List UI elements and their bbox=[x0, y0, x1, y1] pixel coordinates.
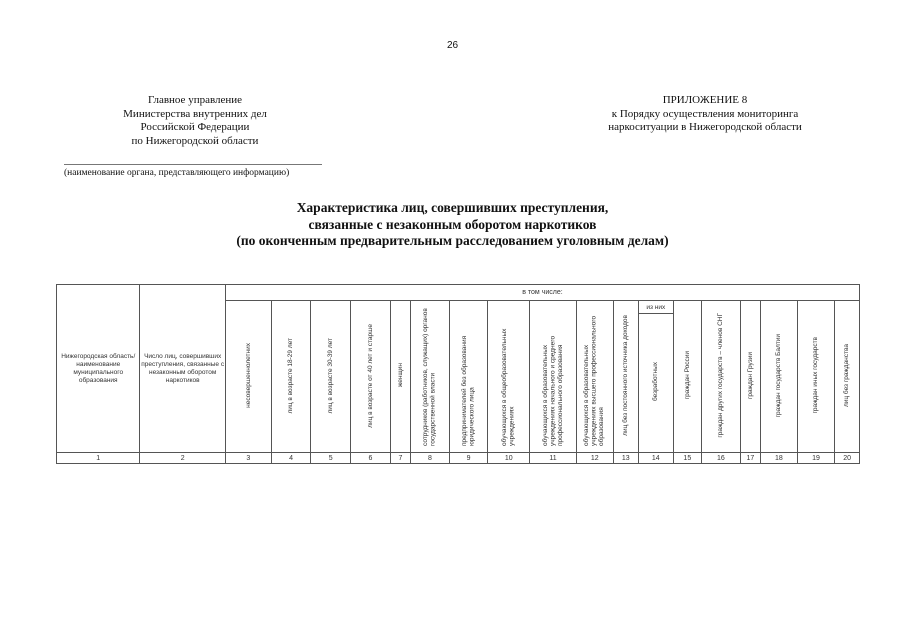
column-number: 4 bbox=[271, 453, 311, 464]
authority-line-2: Министерства внутренних дел bbox=[123, 107, 267, 120]
column-number: 8 bbox=[411, 453, 450, 464]
appendix-line-1: ПРИЛОЖЕНИЕ 8 bbox=[662, 94, 748, 106]
column-number: 2 bbox=[140, 453, 225, 464]
column-number: 6 bbox=[351, 453, 391, 464]
authority-line-4: по Нижегородской области bbox=[131, 134, 259, 147]
signature-caption: (наименование органа, представляющего информацию) bbox=[64, 168, 290, 178]
col-header-17: граждан Грузии bbox=[740, 301, 760, 453]
column-number-row bbox=[57, 453, 860, 464]
authority-line-1: Главное управление bbox=[147, 94, 243, 106]
title-line-2: связанные с незаконным оборотом наркотиков bbox=[308, 216, 597, 232]
column-number: 19 bbox=[797, 453, 835, 464]
page-number: 26 bbox=[446, 40, 459, 51]
column-number: 1 bbox=[57, 453, 140, 464]
column-number: 7 bbox=[390, 453, 410, 464]
column-number: 13 bbox=[613, 453, 638, 464]
column-number: 15 bbox=[673, 453, 701, 464]
column-number: 18 bbox=[761, 453, 798, 464]
col-header-18: граждан государств Балтии bbox=[761, 301, 798, 453]
document-title bbox=[0, 200, 905, 250]
column-number: 3 bbox=[225, 453, 271, 464]
col-header-9: предпринимателей без образования юридического лица bbox=[449, 301, 488, 453]
column-number: 20 bbox=[835, 453, 860, 464]
col-header-total-persons: Число лиц, совершивших преступления, связанные с незаконным оборотом наркотиков bbox=[140, 285, 225, 453]
column-number: 10 bbox=[488, 453, 530, 464]
column-number: 16 bbox=[702, 453, 741, 464]
col-header-13: лиц без постоянного источника доходов bbox=[613, 301, 638, 453]
appendix-line-2: к Порядку осуществления мониторинга bbox=[611, 107, 799, 120]
column-number: 11 bbox=[530, 453, 577, 464]
col-header-6: лиц в возрасте от 40 лет и старше bbox=[351, 301, 391, 453]
issuing-authority-block bbox=[95, 94, 295, 148]
col-header-7: женщин bbox=[390, 301, 410, 453]
col-header-20: лиц без гражданства bbox=[835, 301, 860, 453]
statistics-table bbox=[56, 284, 860, 464]
col-header-19: граждан иных государств bbox=[797, 301, 835, 453]
column-number: 9 bbox=[449, 453, 488, 464]
authority-line-3: Российской Федерации bbox=[140, 121, 250, 133]
subgroup-header-of-them: из них bbox=[638, 301, 673, 314]
col-header-3: несовершеннолетних bbox=[225, 301, 271, 453]
title-line-1: Характеристика лиц, совершивших преступления, bbox=[296, 200, 609, 215]
col-header-12: обучающихся в образовательных учреждениях высшего профессионального образования bbox=[576, 301, 613, 453]
col-header-14: безработных bbox=[638, 314, 673, 453]
signature-line bbox=[64, 164, 322, 165]
group-header-including: в том числе: bbox=[225, 285, 859, 301]
column-number: 5 bbox=[311, 453, 351, 464]
col-header-10: обучающихся в общеобразовательных учреждениях bbox=[488, 301, 530, 453]
col-header-8: сотрудников (работников, служащих) органов государственной власти bbox=[411, 301, 450, 453]
column-number: 14 bbox=[638, 453, 673, 464]
title-line-3: (по оконченным предварительным расследованием уголовным делам) bbox=[236, 233, 669, 248]
col-header-municipality: Нижегородская область/ наименование муниципального образования bbox=[57, 285, 140, 453]
appendix-line-3: наркоситуации в Нижегородской области bbox=[608, 121, 802, 133]
col-header-5: лиц в возрасте 30-39 лет bbox=[311, 301, 351, 453]
col-header-4: лиц в возрасте 18-29 лет bbox=[271, 301, 311, 453]
col-header-16: граждан других государств – членов СНГ bbox=[702, 301, 741, 453]
column-number: 12 bbox=[576, 453, 613, 464]
appendix-block bbox=[585, 94, 825, 135]
column-number: 17 bbox=[740, 453, 760, 464]
col-header-15: граждан России bbox=[673, 301, 701, 453]
col-header-11: обучающихся в образовательных учреждениях начального и среднего профессионального образования bbox=[530, 301, 577, 453]
